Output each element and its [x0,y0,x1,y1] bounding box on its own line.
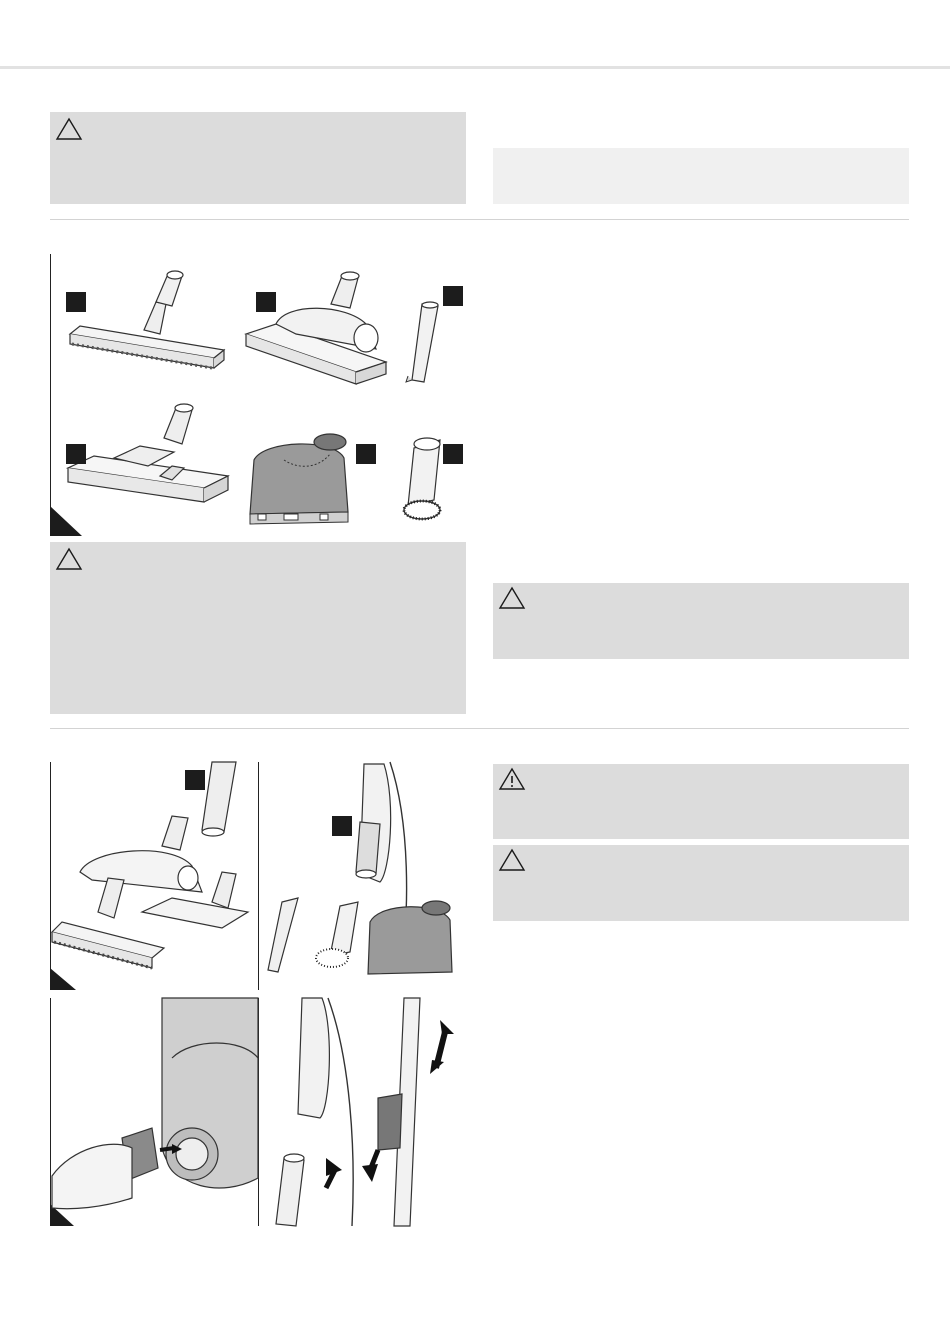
section-divider-2 [50,728,909,729]
warning-triangle-icon [499,849,525,871]
label-marker-4 [66,444,86,464]
floor-nozzle-drawing [64,388,234,528]
warning-box-accessories [50,542,466,714]
parquet-nozzle-drawing [64,262,234,382]
caution-exclamation-triangle-icon [499,768,525,790]
page-top-rule [0,66,950,69]
note-box-top-right [493,148,909,204]
assembly-illustration [50,762,466,1226]
mini-turbo-brush-drawing [244,430,374,530]
warning-box-assembly [493,845,909,921]
caution-box-assembly [493,764,909,839]
label-marker-6 [443,444,463,464]
crevice-tool-drawing [402,300,452,400]
warning-triangle-icon [499,587,525,609]
label-marker-3 [443,286,463,306]
figure-left-border [50,254,51,536]
accessories-illustration [50,254,466,536]
warning-box-right-middle [493,583,909,659]
section-divider-1 [50,219,909,220]
handle-accessories-drawing [260,762,464,990]
hose-connection-drawing [52,998,258,1226]
label-marker-1 [66,292,86,312]
figure-left-border [50,998,51,1226]
warning-box-top-left [50,112,466,204]
label-marker-8 [332,816,352,836]
telescopic-tube-drawing [260,998,464,1226]
label-marker-2 [256,292,276,312]
label-marker-5 [356,444,376,464]
turbo-nozzle-drawing [236,254,396,394]
figure-left-border [50,762,51,990]
nozzle-attachment-drawing [52,762,252,990]
warning-triangle-icon [56,548,82,570]
warning-triangle-icon [56,118,82,140]
figure-divider [258,762,259,990]
label-marker-7 [185,770,205,790]
